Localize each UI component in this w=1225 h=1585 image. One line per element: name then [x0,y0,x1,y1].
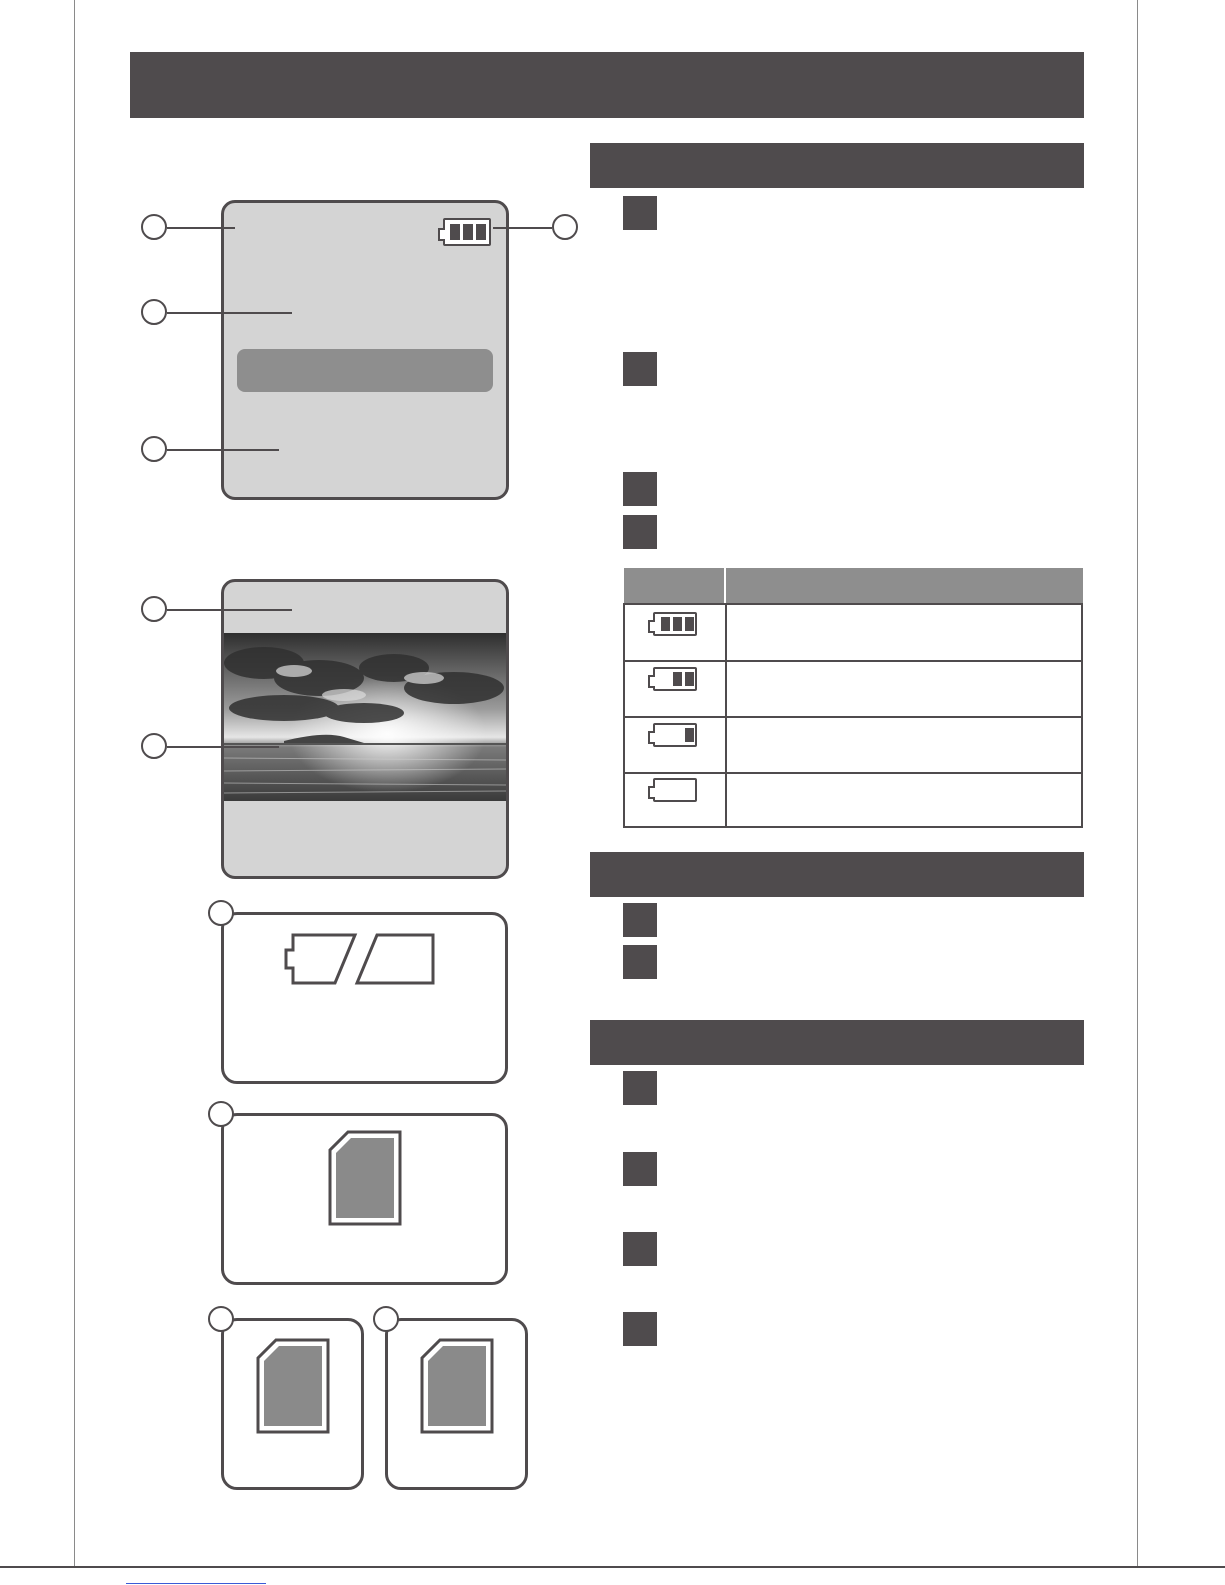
callout-leader-2 [167,312,292,314]
callout-circle-5 [141,596,167,622]
callout-leader-4 [493,227,552,229]
page-left-rule [74,0,75,1568]
step-marker-4 [623,515,657,549]
step-marker-1 [623,196,657,230]
callout-leader-1 [167,227,235,229]
step-marker-10 [623,1312,657,1346]
section-header-2 [590,852,1084,897]
battery-and-card-icon [283,932,437,986]
step-marker-2 [623,352,657,386]
step-marker-3 [623,472,657,506]
step-marker-5 [623,903,657,937]
battery-one-bar-icon [653,723,697,747]
callout-circle-8 [208,1101,234,1127]
section-header-1 [590,143,1084,188]
callout-leader-5 [167,609,292,611]
callout-leader-3 [167,449,279,451]
sd-card-icon [328,1130,402,1226]
sd-card-icon [256,1338,330,1434]
callout-circle-4 [552,214,578,240]
battery-table-header [624,568,1083,605]
sd-card-icon [420,1338,494,1434]
menu-highlight-bar [237,349,493,392]
callout-circle-3 [141,436,167,462]
footer-link-underline[interactable] [126,1583,266,1584]
callout-circle-10 [373,1306,399,1332]
callout-circle-6 [141,733,167,759]
page-right-rule [1137,0,1138,1568]
step-marker-6 [623,945,657,979]
callout-leader-6 [167,746,279,748]
callout-circle-2 [141,299,167,325]
page-bottom-rule [0,1566,1225,1568]
battery-full-icon [653,612,697,636]
battery-two-bars-icon [653,667,697,691]
seascape-photo [224,633,506,801]
callout-circle-9 [208,1306,234,1332]
callout-circle-1 [141,214,167,240]
step-marker-8 [623,1152,657,1186]
callout-circle-7 [208,900,234,926]
step-marker-9 [623,1232,657,1266]
page-header-banner [130,52,1084,118]
section-header-3 [590,1020,1084,1065]
step-marker-7 [623,1071,657,1105]
battery-table-header-divider [724,568,726,605]
screen-battery-full-icon [443,218,491,246]
battery-empty-icon [653,778,697,802]
